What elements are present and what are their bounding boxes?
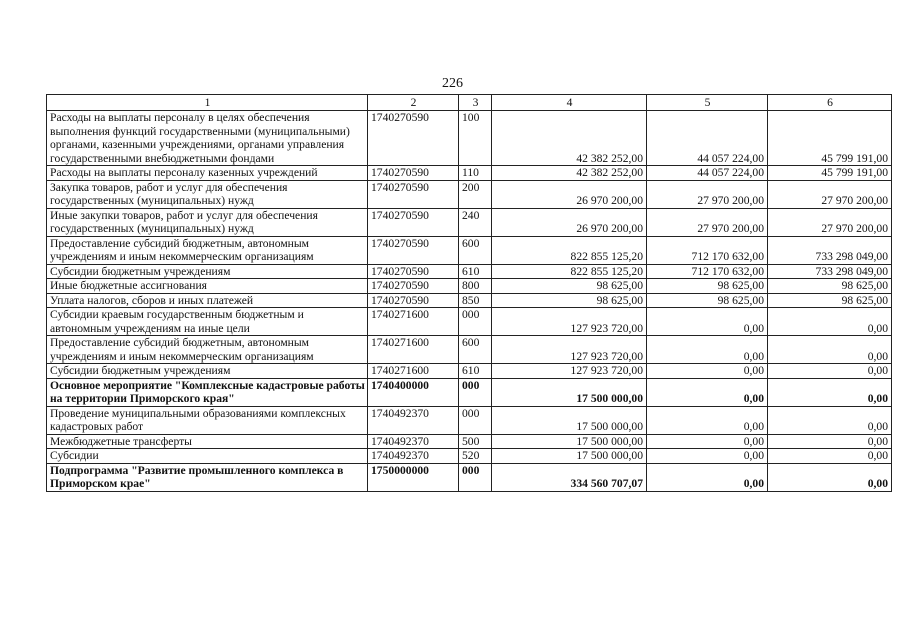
row-name-cell: Иные закупки товаров, работ и услуг для обеспечения государственных (муниципальных) нужд	[47, 208, 368, 236]
row-code-cell: 1740270590	[368, 111, 459, 166]
row-value-year1-cell: 334 560 707,07	[492, 463, 647, 491]
row-value-year3-cell: 733 298 049,00	[768, 236, 892, 264]
row-value-year2-cell: 27 970 200,00	[647, 208, 768, 236]
table-header-row	[47, 95, 892, 111]
row-value-year2-cell: 0,00	[647, 449, 768, 464]
row-name-cell: Субсидии бюджетным учреждениям	[47, 364, 368, 379]
row-value-year1-cell: 17 500 000,00	[492, 406, 647, 434]
table-row	[47, 378, 892, 406]
row-value-year3-cell: 0,00	[768, 406, 892, 434]
row-value-year3-cell: 27 970 200,00	[768, 180, 892, 208]
budget-table	[46, 94, 892, 492]
row-code-cell: 1740270590	[368, 236, 459, 264]
row-code-cell: 1740492370	[368, 406, 459, 434]
row-code-cell: 1740271600	[368, 336, 459, 364]
row-name-cell: Основное мероприятие "Комплексные кадастровые работы на территории Приморского края"	[47, 378, 368, 406]
row-code-cell: 1740271600	[368, 364, 459, 379]
row-type-cell: 110	[459, 166, 492, 181]
row-value-year3-cell: 45 799 191,00	[768, 111, 892, 166]
row-value-year3-cell: 0,00	[768, 378, 892, 406]
row-value-year2-cell: 0,00	[647, 364, 768, 379]
table-row	[47, 463, 892, 491]
table-row	[47, 208, 892, 236]
row-value-year3-cell: 0,00	[768, 308, 892, 336]
row-value-year1-cell: 26 970 200,00	[492, 180, 647, 208]
row-value-year1-cell: 822 855 125,20	[492, 236, 647, 264]
page-number: 226	[442, 76, 463, 91]
row-value-year3-cell: 0,00	[768, 336, 892, 364]
row-value-year2-cell: 712 170 632,00	[647, 264, 768, 279]
row-value-year3-cell: 0,00	[768, 434, 892, 449]
row-name-cell: Субсидии	[47, 449, 368, 464]
row-value-year2-cell: 44 057 224,00	[647, 166, 768, 181]
row-value-year3-cell: 0,00	[768, 449, 892, 464]
row-value-year1-cell: 127 923 720,00	[492, 336, 647, 364]
row-name-cell: Подпрограмма "Развитие промышленного комплекса в Приморском крае"	[47, 463, 368, 491]
table-row	[47, 406, 892, 434]
row-value-year1-cell: 127 923 720,00	[492, 364, 647, 379]
row-code-cell: 1740270590	[368, 180, 459, 208]
row-name-cell: Предоставление субсидий бюджетным, автономным учреждениям и иным некоммерческим организациям	[47, 336, 368, 364]
row-value-year2-cell: 98 625,00	[647, 293, 768, 308]
table-row	[47, 264, 892, 279]
row-code-cell: 1740270590	[368, 166, 459, 181]
row-type-cell: 610	[459, 364, 492, 379]
header-cell-name: 1	[47, 95, 368, 111]
row-type-cell: 000	[459, 308, 492, 336]
table-row	[47, 364, 892, 379]
row-name-cell: Субсидии бюджетным учреждениям	[47, 264, 368, 279]
row-value-year2-cell: 0,00	[647, 378, 768, 406]
row-value-year3-cell: 733 298 049,00	[768, 264, 892, 279]
table-row	[47, 236, 892, 264]
header-cell-year2: 5	[647, 95, 768, 111]
row-value-year2-cell: 0,00	[647, 434, 768, 449]
row-value-year2-cell: 0,00	[647, 336, 768, 364]
table-row	[47, 293, 892, 308]
row-type-cell: 200	[459, 180, 492, 208]
row-code-cell: 1740400000	[368, 378, 459, 406]
row-type-cell: 600	[459, 236, 492, 264]
row-code-cell: 1740271600	[368, 308, 459, 336]
row-value-year1-cell: 17 500 000,00	[492, 378, 647, 406]
row-value-year2-cell: 44 057 224,00	[647, 111, 768, 166]
row-value-year1-cell: 98 625,00	[492, 293, 647, 308]
row-name-cell: Закупка товаров, работ и услуг для обеспечения государственных (муниципальных) нужд	[47, 180, 368, 208]
row-value-year2-cell: 0,00	[647, 406, 768, 434]
row-code-cell: 1740492370	[368, 449, 459, 464]
row-type-cell: 000	[459, 378, 492, 406]
row-value-year2-cell: 98 625,00	[647, 279, 768, 294]
header-cell-year3: 6	[768, 95, 892, 111]
row-type-cell: 600	[459, 336, 492, 364]
row-code-cell: 1740270590	[368, 264, 459, 279]
header-cell-type: 3	[459, 95, 492, 111]
table-row	[47, 336, 892, 364]
table-row	[47, 111, 892, 166]
row-type-cell: 100	[459, 111, 492, 166]
row-type-cell: 610	[459, 264, 492, 279]
row-name-cell: Межбюджетные трансферты	[47, 434, 368, 449]
row-name-cell: Предоставление субсидий бюджетным, автономным учреждениям и иным некоммерческим организациям	[47, 236, 368, 264]
row-type-cell: 240	[459, 208, 492, 236]
row-code-cell: 1740270590	[368, 293, 459, 308]
table-row	[47, 166, 892, 181]
row-value-year1-cell: 42 382 252,00	[492, 111, 647, 166]
row-value-year2-cell: 0,00	[647, 308, 768, 336]
row-type-cell: 520	[459, 449, 492, 464]
row-value-year3-cell: 45 799 191,00	[768, 166, 892, 181]
row-value-year2-cell: 712 170 632,00	[647, 236, 768, 264]
row-type-cell: 000	[459, 406, 492, 434]
row-name-cell: Расходы на выплаты персоналу казенных учреждений	[47, 166, 368, 181]
row-code-cell: 1740492370	[368, 434, 459, 449]
row-value-year1-cell: 127 923 720,00	[492, 308, 647, 336]
row-name-cell: Иные бюджетные ассигнования	[47, 279, 368, 294]
table-row	[47, 180, 892, 208]
header-cell-year1: 4	[492, 95, 647, 111]
row-value-year1-cell: 822 855 125,20	[492, 264, 647, 279]
table-row	[47, 279, 892, 294]
table-row	[47, 434, 892, 449]
row-value-year1-cell: 17 500 000,00	[492, 449, 647, 464]
header-cell-code: 2	[368, 95, 459, 111]
row-value-year3-cell: 27 970 200,00	[768, 208, 892, 236]
row-name-cell: Уплата налогов, сборов и иных платежей	[47, 293, 368, 308]
row-type-cell: 800	[459, 279, 492, 294]
row-name-cell: Проведение муниципальными образованиями комплексных кадастровых работ	[47, 406, 368, 434]
row-code-cell: 1750000000	[368, 463, 459, 491]
row-value-year1-cell: 42 382 252,00	[492, 166, 647, 181]
row-value-year2-cell: 0,00	[647, 463, 768, 491]
row-value-year1-cell: 17 500 000,00	[492, 434, 647, 449]
row-value-year3-cell: 98 625,00	[768, 279, 892, 294]
row-type-cell: 850	[459, 293, 492, 308]
row-value-year3-cell: 0,00	[768, 463, 892, 491]
row-code-cell: 1740270590	[368, 279, 459, 294]
row-type-cell: 500	[459, 434, 492, 449]
row-type-cell: 000	[459, 463, 492, 491]
row-value-year3-cell: 0,00	[768, 364, 892, 379]
row-code-cell: 1740270590	[368, 208, 459, 236]
row-value-year2-cell: 27 970 200,00	[647, 180, 768, 208]
row-name-cell: Субсидии краевым государственным бюджетным и автономным учреждениям на иные цели	[47, 308, 368, 336]
table-row	[47, 308, 892, 336]
row-value-year3-cell: 98 625,00	[768, 293, 892, 308]
row-value-year1-cell: 98 625,00	[492, 279, 647, 294]
row-value-year1-cell: 26 970 200,00	[492, 208, 647, 236]
row-name-cell: Расходы на выплаты персоналу в целях обеспечения выполнения функций государственными (муниципальными) органами, казенными учреждениями, органами управления государственными внебюджетными фондами	[47, 111, 368, 166]
table-row	[47, 449, 892, 464]
